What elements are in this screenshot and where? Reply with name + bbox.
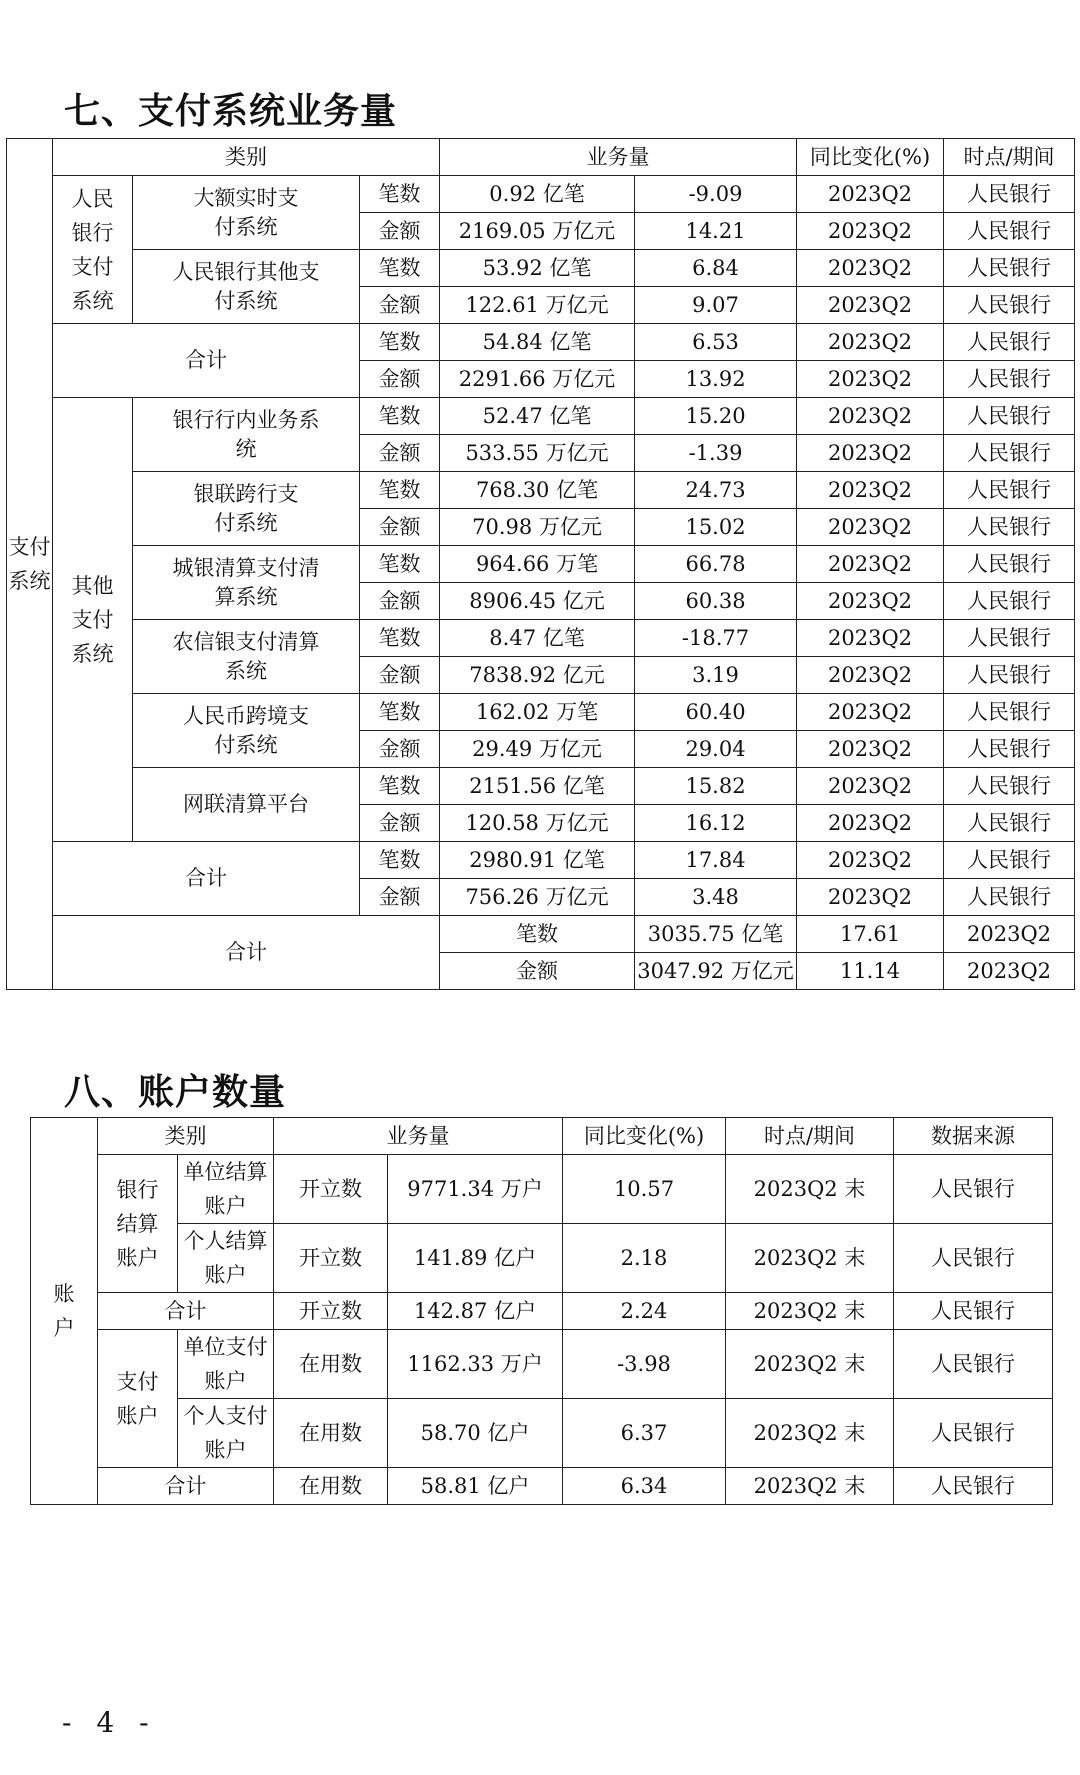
period-cell: 2023Q2 xyxy=(797,287,944,324)
table-row xyxy=(31,1224,1053,1293)
group-label-pboc: 人民银行支付系统 xyxy=(53,176,133,324)
section-7-title: 七、支付系统业务量 xyxy=(64,91,398,132)
value-cell: 533.55 万亿元 xyxy=(440,435,635,472)
value-cell: 141.89 亿户 xyxy=(388,1224,563,1293)
table-row xyxy=(7,842,1075,879)
source-cell: 人民银行 xyxy=(944,398,1075,435)
yoy-cell: 15.02 xyxy=(635,509,797,546)
period-cell: 2023Q2 xyxy=(797,361,944,398)
grand-total-label: 合计 xyxy=(53,916,440,990)
table-row xyxy=(31,1155,1053,1224)
period-cell: 2023Q2 xyxy=(797,805,944,842)
yoy-cell: 17.61 xyxy=(797,916,944,953)
metric-cell: 金额 xyxy=(360,879,440,916)
metric-cell: 金额 xyxy=(440,953,635,990)
period-cell: 2023Q2 末 xyxy=(726,1155,894,1224)
value-cell: 8.47 亿笔 xyxy=(440,620,635,657)
metric-cell: 金额 xyxy=(360,657,440,694)
yoy-cell: -18.77 xyxy=(635,620,797,657)
yoy-cell: 14.21 xyxy=(635,213,797,250)
metric-cell: 金额 xyxy=(360,731,440,768)
value-cell: 70.98 万亿元 xyxy=(440,509,635,546)
source-cell: 人民银行 xyxy=(944,620,1075,657)
yoy-cell: 6.37 xyxy=(563,1399,726,1468)
source-cell: 人民银行 xyxy=(894,1330,1053,1399)
table-row xyxy=(31,1468,1053,1505)
metric-cell: 笔数 xyxy=(360,324,440,361)
value-cell: 8906.45 亿元 xyxy=(440,583,635,620)
source-cell: 人民银行 xyxy=(944,842,1075,879)
metric-cell: 金额 xyxy=(360,213,440,250)
period-cell: 2023Q2 末 xyxy=(726,1224,894,1293)
table-row xyxy=(31,1399,1053,1468)
source-cell: 人民银行 xyxy=(894,1468,1053,1505)
header-period: 时点/期间 xyxy=(944,139,1075,176)
account-count-table xyxy=(30,1117,1053,1505)
source-cell: 人民银行 xyxy=(944,694,1075,731)
metric-cell: 笔数 xyxy=(360,842,440,879)
period-cell: 2023Q2 xyxy=(797,176,944,213)
table-header-row xyxy=(31,1118,1053,1155)
source-cell: 人民银行 xyxy=(944,546,1075,583)
value-cell: 54.84 亿笔 xyxy=(440,324,635,361)
period-cell: 2023Q2 xyxy=(797,694,944,731)
header-period: 时点/期间 xyxy=(726,1118,894,1155)
payment-total-label: 合计 xyxy=(98,1468,274,1505)
table-row xyxy=(7,324,1075,361)
yoy-cell: 15.20 xyxy=(635,398,797,435)
account-type-name: 个人支付账户 xyxy=(178,1399,274,1468)
period-cell: 2023Q2 xyxy=(797,546,944,583)
source-cell: 人民银行 xyxy=(944,657,1075,694)
yoy-cell: -3.98 xyxy=(563,1330,726,1399)
group-label-payment: 支付账户 xyxy=(98,1330,178,1468)
table-row xyxy=(31,1293,1053,1330)
period-cell: 2023Q2 xyxy=(797,620,944,657)
value-cell: 29.49 万亿元 xyxy=(440,731,635,768)
source-cell: 人民银行 xyxy=(944,879,1075,916)
source-cell: 人民银行 xyxy=(944,435,1075,472)
system-name: 人民银行其他支付系统 xyxy=(133,250,360,324)
value-cell: 756.26 万亿元 xyxy=(440,879,635,916)
source-cell: 人民银行 xyxy=(944,509,1075,546)
metric-cell: 笔数 xyxy=(360,546,440,583)
metric-cell: 笔数 xyxy=(360,768,440,805)
value-cell: 120.58 万亿元 xyxy=(440,805,635,842)
table-header-row xyxy=(7,139,1075,176)
source-cell: 人民银行 xyxy=(944,250,1075,287)
source-cell: 人民银行 xyxy=(944,361,1075,398)
group-label-settlement: 银行结算账户 xyxy=(98,1155,178,1293)
value-cell: 0.92 亿笔 xyxy=(440,176,635,213)
header-volume: 业务量 xyxy=(440,139,797,176)
period-cell: 2023Q2 末 xyxy=(726,1330,894,1399)
value-cell: 768.30 亿笔 xyxy=(440,472,635,509)
period-cell: 2023Q2 xyxy=(797,398,944,435)
header-yoy: 同比变化(%) xyxy=(797,139,944,176)
source-cell: 人民银行 xyxy=(944,805,1075,842)
period-cell: 2023Q2 xyxy=(797,250,944,287)
period-cell: 2023Q2 xyxy=(797,213,944,250)
metric-cell: 金额 xyxy=(360,509,440,546)
settlement-total-label: 合计 xyxy=(98,1293,274,1330)
table-row xyxy=(7,620,1075,657)
value-cell: 3035.75 亿笔 xyxy=(635,916,797,953)
period-cell: 2023Q2 末 xyxy=(726,1399,894,1468)
account-type-name: 单位结算账户 xyxy=(178,1155,274,1224)
source-cell: 人民银行 xyxy=(944,213,1075,250)
payment-system-table xyxy=(6,138,1075,990)
value-cell: 964.66 万笔 xyxy=(440,546,635,583)
period-cell: 2023Q2 xyxy=(797,657,944,694)
system-name: 银联跨行支付系统 xyxy=(133,472,360,546)
metric-cell: 笔数 xyxy=(360,694,440,731)
yoy-cell: 10.57 xyxy=(563,1155,726,1224)
system-name: 网联清算平台 xyxy=(133,768,360,842)
source-cell: 人民银行 xyxy=(944,324,1075,361)
yoy-cell: 24.73 xyxy=(635,472,797,509)
period-cell: 2023Q2 xyxy=(944,953,1075,990)
account-type-name: 单位支付账户 xyxy=(178,1330,274,1399)
yoy-cell: 6.34 xyxy=(563,1468,726,1505)
metric-cell: 笔数 xyxy=(360,250,440,287)
table-row xyxy=(31,1330,1053,1399)
value-cell: 52.47 亿笔 xyxy=(440,398,635,435)
metric-cell: 开立数 xyxy=(274,1224,388,1293)
table-row xyxy=(7,472,1075,509)
yoy-cell: 3.19 xyxy=(635,657,797,694)
table-row xyxy=(7,694,1075,731)
yoy-cell: 60.40 xyxy=(635,694,797,731)
source-cell: 人民银行 xyxy=(894,1293,1053,1330)
value-cell: 58.70 亿户 xyxy=(388,1399,563,1468)
period-cell: 2023Q2 xyxy=(797,472,944,509)
source-cell: 人民银行 xyxy=(944,768,1075,805)
yoy-cell: 6.84 xyxy=(635,250,797,287)
value-cell: 3047.92 万亿元 xyxy=(635,953,797,990)
source-cell: 人民银行 xyxy=(944,287,1075,324)
system-name: 城银清算支付清算系统 xyxy=(133,546,360,620)
source-cell: 人民银行 xyxy=(894,1224,1053,1293)
metric-cell: 笔数 xyxy=(360,620,440,657)
period-cell: 2023Q2 末 xyxy=(726,1468,894,1505)
yoy-cell: 2.18 xyxy=(563,1224,726,1293)
table-row xyxy=(7,398,1075,435)
system-name: 大额实时支付系统 xyxy=(133,176,360,250)
source-cell: 人民银行 xyxy=(944,176,1075,213)
value-cell: 9771.34 万户 xyxy=(388,1155,563,1224)
period-cell: 2023Q2 末 xyxy=(726,1293,894,1330)
system-name: 人民币跨境支付系统 xyxy=(133,694,360,768)
yoy-cell: 2.24 xyxy=(563,1293,726,1330)
period-cell: 2023Q2 xyxy=(797,879,944,916)
source-cell: 人民银行 xyxy=(944,472,1075,509)
yoy-cell: 11.14 xyxy=(797,953,944,990)
period-cell: 2023Q2 xyxy=(797,435,944,472)
yoy-cell: 60.38 xyxy=(635,583,797,620)
pboc-total-label: 合计 xyxy=(53,324,360,398)
yoy-cell: 13.92 xyxy=(635,361,797,398)
account-type-name: 个人结算账户 xyxy=(178,1224,274,1293)
header-volume: 业务量 xyxy=(274,1118,563,1155)
metric-cell: 金额 xyxy=(360,583,440,620)
yoy-cell: 15.82 xyxy=(635,768,797,805)
source-cell: 人民银行 xyxy=(894,1399,1053,1468)
source-cell: 人民银行 xyxy=(944,583,1075,620)
yoy-cell: 9.07 xyxy=(635,287,797,324)
source-cell: 人民银行 xyxy=(944,731,1075,768)
metric-cell: 笔数 xyxy=(360,398,440,435)
header-yoy: 同比变化(%) xyxy=(563,1118,726,1155)
metric-cell: 金额 xyxy=(360,805,440,842)
value-cell: 2291.66 万亿元 xyxy=(440,361,635,398)
yoy-cell: -9.09 xyxy=(635,176,797,213)
table-row xyxy=(7,176,1075,213)
metric-cell: 笔数 xyxy=(360,176,440,213)
table-row xyxy=(7,250,1075,287)
yoy-cell: 29.04 xyxy=(635,731,797,768)
metric-cell: 金额 xyxy=(360,287,440,324)
period-cell: 2023Q2 xyxy=(797,509,944,546)
period-cell: 2023Q2 xyxy=(797,583,944,620)
table-row xyxy=(7,916,1075,953)
header-source: 数据来源 xyxy=(894,1118,1053,1155)
period-cell: 2023Q2 xyxy=(944,916,1075,953)
value-cell: 142.87 亿户 xyxy=(388,1293,563,1330)
group-label-other: 其他支付系统 xyxy=(53,398,133,842)
yoy-cell: 6.53 xyxy=(635,324,797,361)
table-row xyxy=(7,546,1075,583)
outer-category-cell: 支付系统 xyxy=(7,139,53,990)
system-name: 银行行内业务系统 xyxy=(133,398,360,472)
metric-cell: 笔数 xyxy=(360,472,440,509)
metric-cell: 金额 xyxy=(360,435,440,472)
metric-cell: 笔数 xyxy=(440,916,635,953)
value-cell: 2169.05 万亿元 xyxy=(440,213,635,250)
source-cell: 人民银行 xyxy=(894,1155,1053,1224)
value-cell: 162.02 万笔 xyxy=(440,694,635,731)
value-cell: 1162.33 万户 xyxy=(388,1330,563,1399)
metric-cell: 开立数 xyxy=(274,1155,388,1224)
yoy-cell: 66.78 xyxy=(635,546,797,583)
yoy-cell: 3.48 xyxy=(635,879,797,916)
metric-cell: 金额 xyxy=(360,361,440,398)
period-cell: 2023Q2 xyxy=(797,768,944,805)
outer-category-cell: 账户 xyxy=(31,1118,98,1505)
metric-cell: 在用数 xyxy=(274,1468,388,1505)
value-cell: 2151.56 亿笔 xyxy=(440,768,635,805)
header-category: 类别 xyxy=(98,1118,274,1155)
metric-cell: 在用数 xyxy=(274,1399,388,1468)
table-row xyxy=(7,768,1075,805)
yoy-cell: 16.12 xyxy=(635,805,797,842)
header-category: 类别 xyxy=(53,139,440,176)
period-cell: 2023Q2 xyxy=(797,842,944,879)
section-8-title: 八、账户数量 xyxy=(64,1072,287,1113)
period-cell: 2023Q2 xyxy=(797,731,944,768)
page-number: - 4 - xyxy=(62,1706,157,1739)
system-name: 农信银支付清算系统 xyxy=(133,620,360,694)
metric-cell: 开立数 xyxy=(274,1293,388,1330)
value-cell: 2980.91 亿笔 xyxy=(440,842,635,879)
yoy-cell: -1.39 xyxy=(635,435,797,472)
value-cell: 58.81 亿户 xyxy=(388,1468,563,1505)
value-cell: 7838.92 亿元 xyxy=(440,657,635,694)
period-cell: 2023Q2 xyxy=(797,324,944,361)
value-cell: 53.92 亿笔 xyxy=(440,250,635,287)
yoy-cell: 17.84 xyxy=(635,842,797,879)
value-cell: 122.61 万亿元 xyxy=(440,287,635,324)
other-total-label: 合计 xyxy=(53,842,360,916)
metric-cell: 在用数 xyxy=(274,1330,388,1399)
